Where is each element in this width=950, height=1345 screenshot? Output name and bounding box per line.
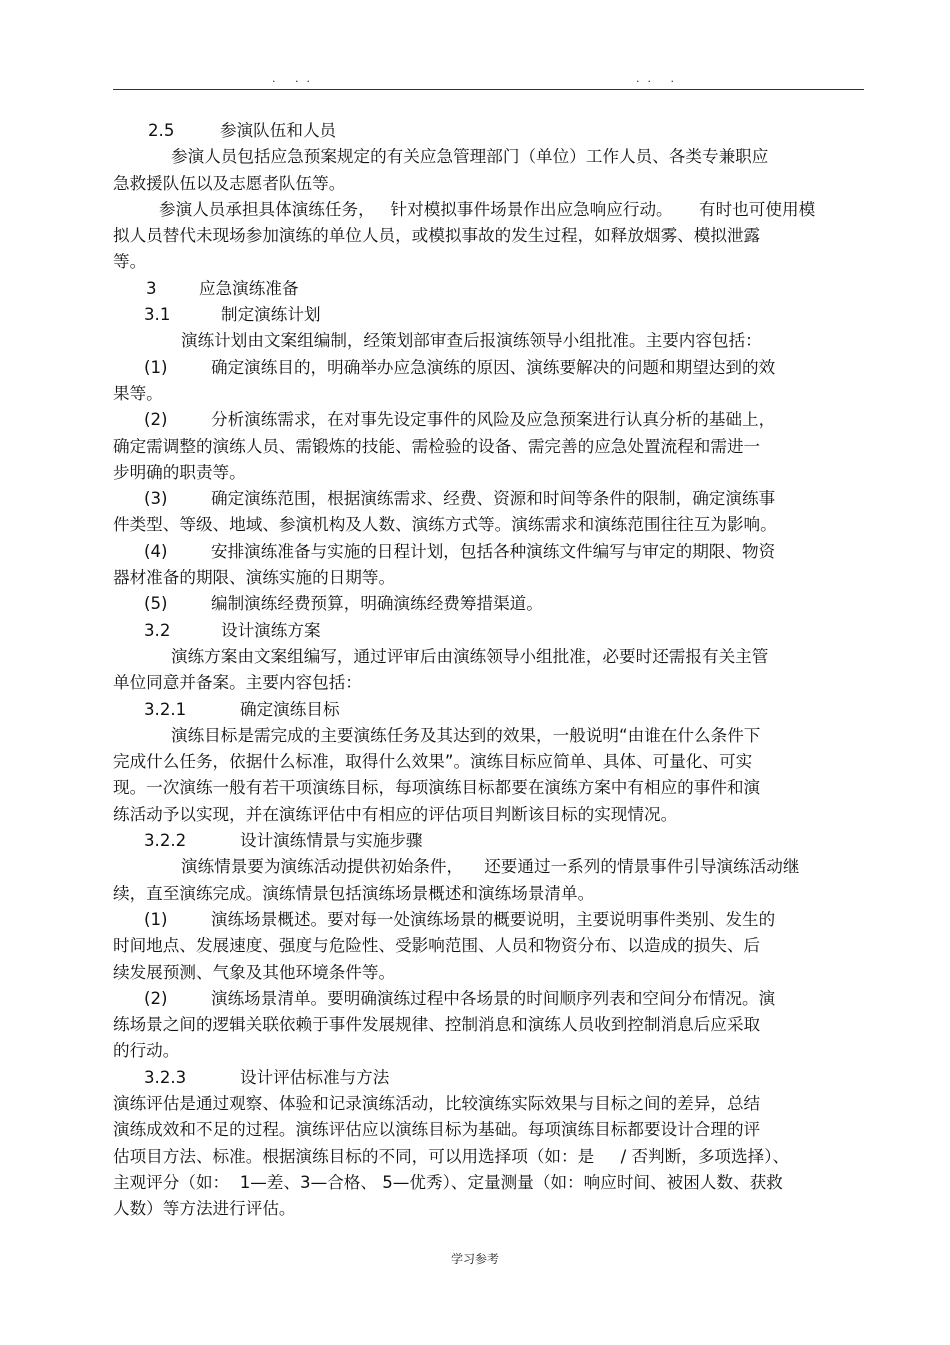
- text-line: [113, 723, 864, 749]
- text-line: [113, 144, 864, 170]
- line-text: 主观评分（如： 1—差、3—合格、 5—优秀）、定量测量（如：响应时间、被困人数、获救: [113, 1172, 783, 1192]
- text-line: [113, 1117, 864, 1143]
- numbered-line: [113, 276, 864, 302]
- text-line: [113, 670, 864, 696]
- line-text: 拟人员替代未现场参加演练的单位人员，或模拟事故的发生过程，如释放烟雾、模拟泄露: [113, 226, 761, 246]
- line-number: (3): [144, 489, 168, 509]
- text-line: [113, 775, 864, 801]
- line-text: 等。: [113, 252, 147, 272]
- text-line: [113, 249, 864, 275]
- line-text: 设计演练情景与实施步骤: [240, 831, 423, 851]
- text-line: [113, 328, 864, 354]
- line-text: 制定演练计划: [221, 305, 321, 325]
- line-text: 时间地点、发展速度、强度与危险性、受影响范围、人员和物资分布、以造成的损失、后: [113, 936, 761, 956]
- line-text: 演练方案由文案组编写，通过评审后由演练领导小组批准，必要时还需报有关主管: [171, 646, 769, 666]
- line-text: 演练计划由文案组编制，经策划部审查后报演练领导小组批准。主要内容包括：: [181, 331, 762, 351]
- numbered-line: [113, 1065, 864, 1091]
- numbered-line: [113, 697, 864, 723]
- text-line: [113, 802, 864, 828]
- line-number: 3.2: [144, 620, 171, 640]
- line-text: 续发展预测、气象及其他环境条件等。: [113, 962, 396, 982]
- text-line: [113, 565, 864, 591]
- line-text: 果等。: [113, 383, 163, 403]
- line-text: 设计演练方案: [221, 620, 321, 640]
- numbered-line: [113, 986, 864, 1012]
- line-text: 完成什么任务，依据什么标准，取得什么效果”。演练目标应简单、具体、可量化、可实: [113, 752, 753, 772]
- numbered-line: [113, 591, 864, 617]
- line-text: 参演人员包括应急预案规定的有关应急管理部门（单位）工作人员、各类专兼职应: [171, 147, 769, 167]
- text-line: [113, 381, 864, 407]
- line-text: 演练评估是通过观察、体验和记录演练活动，比较演练实际效果与目标之间的差异，总结: [113, 1093, 761, 1113]
- line-text: 演练场景概述。要对每一处演练场景的概要说明，主要说明事件类别、发生的: [211, 909, 776, 929]
- line-text: 人数）等方法进行评估。: [113, 1199, 296, 1219]
- line-text: 练场景之间的逻辑关联依赖于事件发展规律、控制消息和演练人员收到控制消息后应采取: [113, 1015, 761, 1035]
- text-line: [113, 1196, 864, 1222]
- text-line: [113, 644, 864, 670]
- text-line: [113, 1170, 864, 1196]
- text-line: [113, 854, 864, 880]
- text-line: [113, 512, 864, 538]
- numbered-line: [113, 355, 864, 381]
- line-text: 演练情景要为演练活动提供初始条件， 还要通过一系列的情景事件引导演练活动继: [181, 857, 800, 877]
- numbered-line: [113, 486, 864, 512]
- text-line: [113, 434, 864, 460]
- line-text: 急救援队伍以及志愿者队伍等。: [113, 173, 346, 193]
- text-line: [113, 881, 864, 907]
- line-text: 演练成效和不足的过程。演练评估应以演练目标为基础。每项演练目标都要设计合理的评: [113, 1120, 761, 1140]
- line-number: 3.2.3: [144, 1067, 187, 1087]
- numbered-line: [113, 407, 864, 433]
- line-text: 确定需调整的演练人员、需锻炼的技能、需检验的设备、需完善的应急处置流程和需进一: [113, 436, 761, 456]
- line-text: 安排演练准备与实施的日程计划，包括各种演练文件编写与审定的期限、物资: [211, 541, 776, 561]
- line-text: 练活动予以实现，并在演练评估中有相应的评估项目判断该目标的实现情况。: [113, 804, 678, 824]
- numbered-line: [113, 118, 864, 144]
- line-number: 3.1: [144, 305, 171, 325]
- numbered-line: [113, 907, 864, 933]
- document-body: [113, 118, 864, 1222]
- line-text: 续，直至演练完成。演练情景包括演练场景概述和演练场景清单。: [113, 883, 595, 903]
- line-text: 步明确的职责等。: [113, 462, 246, 482]
- line-number: (1): [144, 357, 168, 377]
- header-dots-left: . ..: [272, 72, 318, 85]
- line-text: 应急演练准备: [199, 278, 299, 298]
- line-text: 器材准备的期限、演练实施的日期等。: [113, 568, 396, 588]
- line-text: 件类型、等级、地域、参演机构及人数、演练方式等。演练需求和演练范围往往互为影响。: [113, 515, 777, 535]
- text-line: [113, 1091, 864, 1117]
- text-line: [113, 749, 864, 775]
- line-text: 确定演练目的，明确举办应急演练的原因、演练要解决的问题和期望达到的效: [211, 357, 776, 377]
- line-number: (4): [144, 541, 168, 561]
- line-text: 设计评估标准与方法: [240, 1067, 390, 1087]
- line-number: 3.2.2: [144, 831, 187, 851]
- header-dots-right: .. .: [636, 72, 682, 85]
- line-text: 单位同意并备案。主要内容包括：: [113, 673, 362, 693]
- text-line: [113, 1144, 864, 1170]
- text-line: [113, 1012, 864, 1038]
- line-text: 参演人员承担具体演练任务， 针对模拟事件场景作出应急响应行动。 有时也可使用模: [159, 199, 816, 219]
- text-line: [113, 171, 864, 197]
- text-line: [113, 197, 864, 223]
- text-line: [113, 933, 864, 959]
- line-number: 3.2.1: [144, 699, 187, 719]
- text-line: [113, 460, 864, 486]
- line-text: 演练场景清单。要明确演练过程中各场景的时间顺序列表和空间分布情况。演: [211, 988, 776, 1008]
- numbered-line: [113, 828, 864, 854]
- line-text: 演练目标是需完成的主要演练任务及其达到的效果，一般说明“由谁在什么条件下: [171, 725, 761, 745]
- line-text: 分析演练需求，在对事先设定事件的风险及应急预案进行认真分析的基础上，: [211, 410, 776, 430]
- line-number: 3: [146, 278, 157, 298]
- text-line: [113, 1038, 864, 1064]
- line-text: 参演队伍和人员: [220, 121, 337, 140]
- line-text: 的行动。: [113, 1041, 180, 1061]
- line-number: 2.5: [148, 121, 175, 140]
- text-line: [113, 960, 864, 986]
- line-text: 确定演练范围，根据演练需求、经费、资源和时间等条件的限制，确定演练事: [211, 489, 776, 509]
- line-number: (1): [144, 909, 168, 929]
- header-rule: [113, 89, 864, 90]
- page-footer: 学习参考: [450, 1252, 499, 1266]
- line-text: 确定演练目标: [240, 699, 340, 719]
- text-line: [113, 223, 864, 249]
- line-number: (2): [144, 988, 168, 1008]
- numbered-line: [113, 618, 864, 644]
- line-text: 估项目方法、标准。根据演练目标的不同，可以用选择项（如：是 / 否判断，多项选择）、: [113, 1146, 790, 1166]
- line-text: 编制演练经费预算，明确演练经费筹措渠道。: [211, 594, 543, 614]
- line-text: 现。一次演练一般有若干项演练目标，每项演练目标都要在演练方案中有相应的事件和演: [113, 778, 761, 798]
- numbered-line: [113, 539, 864, 565]
- line-number: (5): [144, 594, 168, 614]
- numbered-line: [113, 302, 864, 328]
- line-number: (2): [144, 410, 168, 430]
